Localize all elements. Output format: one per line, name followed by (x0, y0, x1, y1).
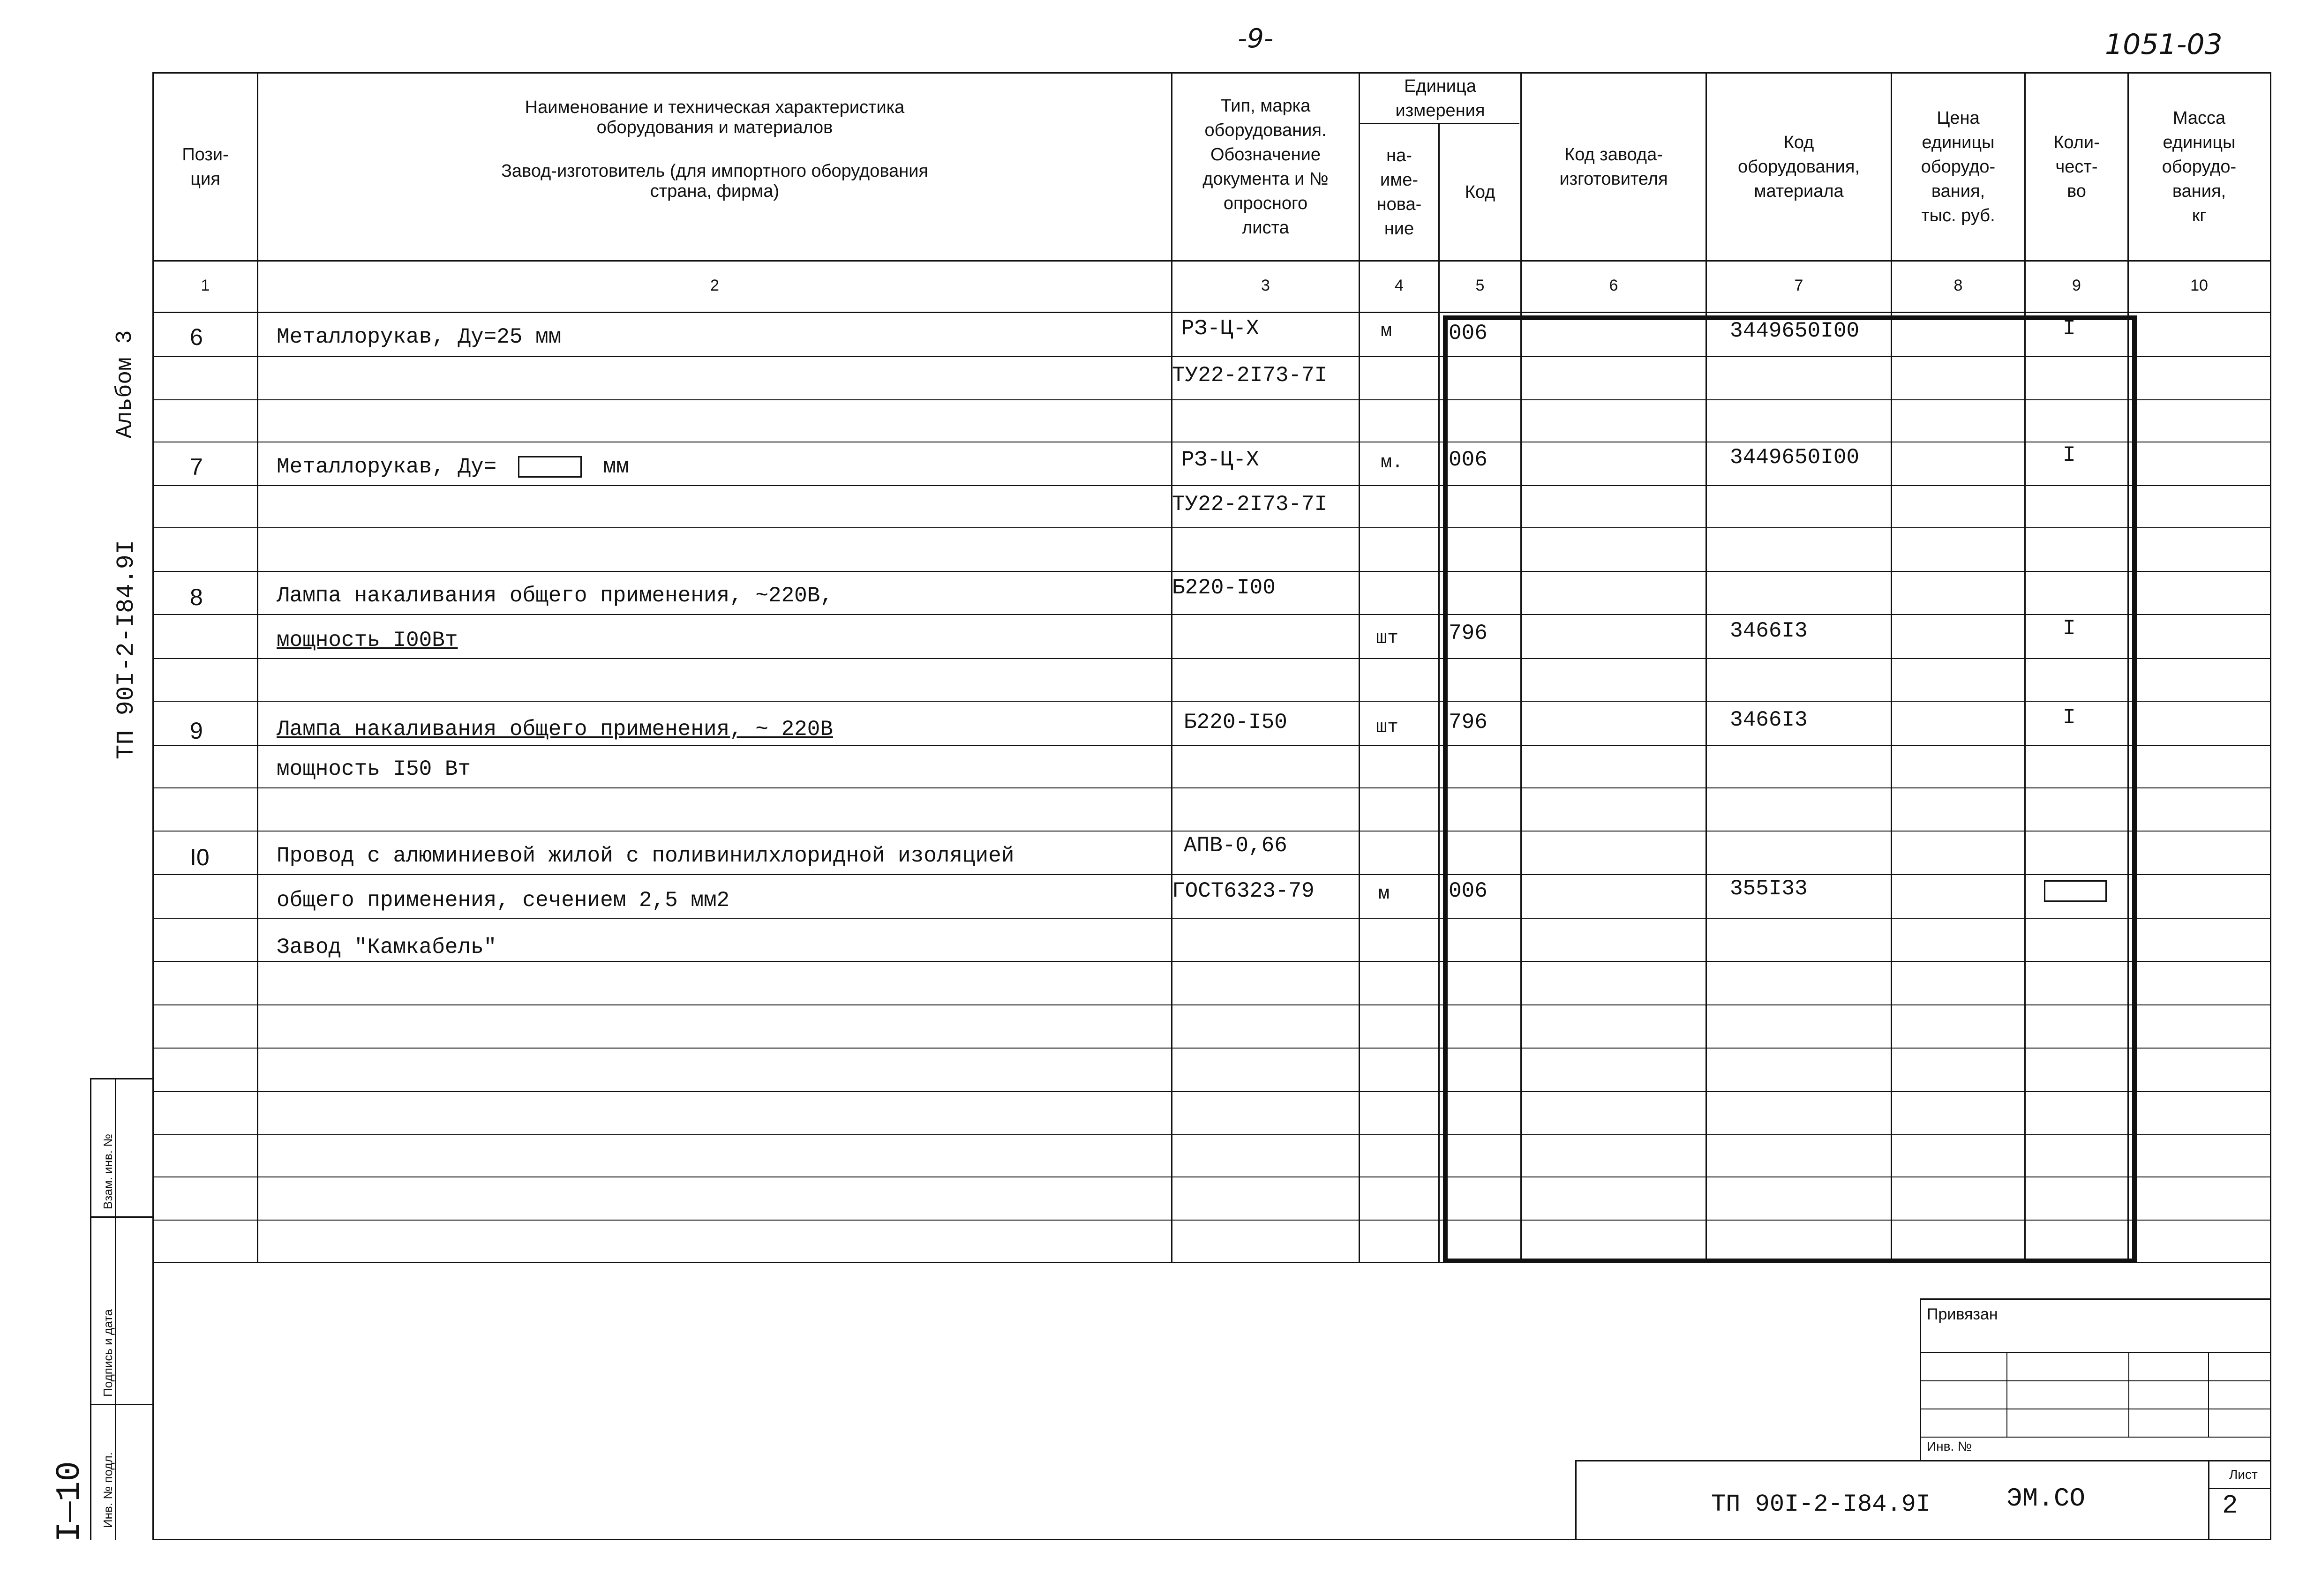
header-factory-code: Код завода- изготовителя (1559, 144, 1668, 189)
table-row-type: ТУ22-2I73-7I (1172, 363, 1328, 388)
inv-original-label: Инв. № подл. (101, 1452, 115, 1528)
page-number: -9- (1238, 23, 1274, 54)
table-row-position: 9 (190, 718, 203, 744)
table-row-position: I0 (190, 844, 210, 870)
table-row-quantity: I (2063, 443, 2076, 467)
table-row-name: Лампа накаливания общего применения, ~220В, (277, 584, 833, 608)
col-number: 9 (2072, 277, 2081, 294)
col-number: 7 (1794, 277, 1803, 294)
stamp-doc-code: ТП 90I-2-I84.9I (1711, 1491, 1931, 1518)
sheet-number: 2 (2222, 1491, 2238, 1521)
table-row-name: Лампа накаливания общего применения, ~ 220В (277, 717, 833, 742)
table-row-type: Б220-I50 (1184, 710, 1287, 734)
table-row-name: общего применения, сечением 2,5 мм2 (277, 888, 730, 913)
sign-date-label: Подпись и дата (101, 1309, 115, 1397)
table-row-quantity: I (2063, 705, 2076, 730)
header-unit-name: на- име- нова- ние (1376, 146, 1422, 239)
header-quantity: Коли- чест- во (2053, 132, 2100, 201)
blank-quantity-box (2044, 880, 2107, 902)
table-row-material-code: 3466I3 (1730, 708, 1808, 732)
table-row-material-code: 3449650I00 (1730, 445, 1860, 470)
header-name: Наименование и техническая характеристика оборудования и материалов Завод-изготовитель (для импортного оборудования страна, фирма) (501, 97, 929, 201)
name-prefix: Металлорукав, Ду= (277, 455, 497, 479)
album-label: Альбом 3 (113, 330, 138, 438)
header-unit-group: Единица измерения (1395, 76, 1485, 120)
table-row-unit: шт (1376, 717, 1399, 738)
table-row-code: 006 (1449, 879, 1488, 903)
col-number: 5 (1475, 277, 1485, 294)
table-row-material-code: 3466I3 (1730, 619, 1808, 643)
table-row-code: 796 (1449, 621, 1488, 645)
table-row-unit: м (1381, 321, 1392, 342)
table-row-name (277, 455, 629, 479)
table-row-position: 8 (190, 584, 203, 610)
table-row-material-code: 355I33 (1730, 877, 1808, 901)
col-number: 4 (1395, 277, 1404, 294)
table-row-position: 7 (190, 454, 203, 480)
table-row-name: Металлорукав, Ду=25 мм (277, 325, 562, 349)
table-row-code: 006 (1449, 448, 1488, 472)
table-row-name: Провод с алюминиевой жилой с поливинилхлоридной изоляцией (277, 844, 1014, 868)
blank-diameter-box (518, 456, 582, 478)
col-number: 1 (201, 277, 210, 294)
table-row-unit: м (1378, 884, 1390, 905)
table-row-name: мощность I50 Вт (277, 757, 471, 781)
header-type: Тип, марка оборудования. Обозначение документа и № опросного листа (1202, 96, 1329, 238)
table-row-name: Завод "Камкабель" (277, 935, 497, 959)
col-number: 10 (2190, 277, 2208, 294)
table-row-type: РЗ-Ц-Х (1181, 316, 1259, 341)
table-row-quantity: I (2063, 616, 2076, 641)
table-row-type: ТУ22-2I73-7I (1172, 492, 1328, 517)
inv-number-label: Инв. № (1927, 1439, 1972, 1454)
table-row-name: мощность I00Вт (277, 628, 458, 652)
table-row-type: ГОСТ6323-79 (1172, 879, 1315, 903)
table-row-type: Б220-I00 (1172, 576, 1276, 600)
table-row-code: 796 (1449, 710, 1488, 734)
table-row-unit: м. (1381, 452, 1404, 473)
table-row-type: АПВ-0,66 (1184, 833, 1287, 858)
col-number: 6 (1609, 277, 1618, 294)
header-position: Пози- ция (182, 144, 229, 189)
sheet-label: Лист (2229, 1467, 2258, 1482)
replace-inv-label: Взам. инв. № (101, 1133, 115, 1209)
table-row-position: 6 (190, 324, 203, 350)
table-row-type: РЗ-Ц-Х (1181, 448, 1259, 472)
privyazan-label: Привязан (1927, 1305, 1998, 1323)
document-corner-code: 1051-03 (2105, 28, 2223, 61)
stamp-section: ЭМ.СО (2006, 1484, 2086, 1514)
col-number: 3 (1261, 277, 1270, 294)
sheet-mark: I—10 (51, 1461, 89, 1542)
table-row-material-code: 3449650I00 (1730, 319, 1860, 343)
side-doc-number: ТП 90I-2-I84.9I (113, 539, 140, 759)
header-mass: Масса единицы оборудо- вания, кг (2162, 108, 2237, 225)
name-suffix: мм (603, 455, 629, 479)
table-row-unit: шт (1376, 628, 1399, 649)
col-number: 8 (1953, 277, 1963, 294)
table-row-code: 006 (1449, 321, 1488, 345)
header-material-code: Код оборудования, материала (1737, 132, 1860, 201)
header-unit-code: Код (1465, 182, 1495, 202)
header-price: Цена единицы оборудо- вания, тыс. руб. (1921, 108, 1996, 225)
col-number: 2 (710, 277, 719, 294)
table-row-quantity: I (2063, 316, 2076, 341)
